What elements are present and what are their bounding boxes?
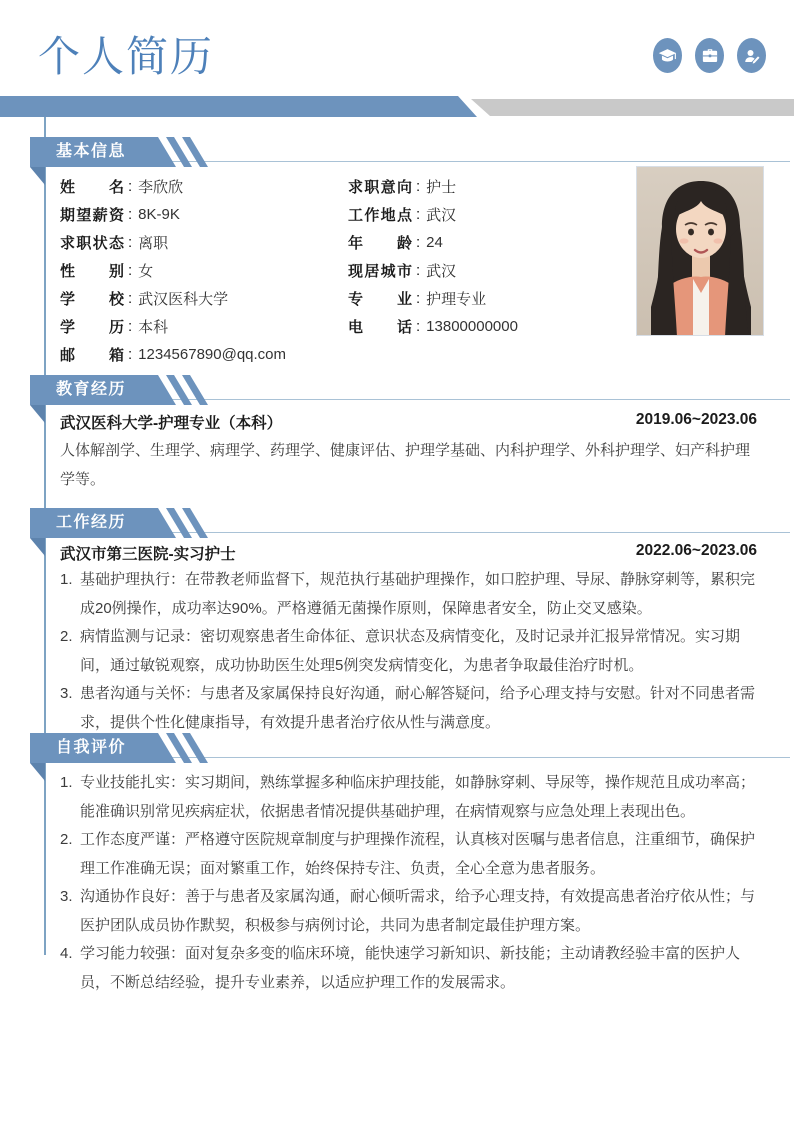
profile-photo	[636, 166, 764, 336]
field-value: 离职	[138, 234, 169, 252]
item-text: 患者沟通与关怀：与患者及家属保持良好沟通，耐心解答疑问，给予心理支持与安慰。针对不同患者需求，提供个性化健康指导，有效提升患者治疗依从性与满意度。	[80, 685, 756, 731]
basic-info-right-column	[348, 172, 618, 340]
field-value: 本科	[138, 318, 169, 336]
field-value: 1234567890@qq.com	[138, 345, 287, 363]
colon: :	[416, 289, 421, 307]
field-job-status	[60, 228, 345, 256]
field-label: 工作地点	[348, 206, 412, 224]
field-label: 电话	[348, 318, 412, 336]
self-evaluation-item	[60, 769, 757, 826]
education-entry-header	[60, 411, 757, 433]
colon: :	[128, 177, 133, 195]
field-age	[348, 228, 618, 256]
item-number: 2.	[60, 628, 73, 645]
section-header-basic-info	[30, 137, 212, 167]
field-label: 姓名	[60, 178, 124, 196]
work-item	[60, 680, 757, 737]
item-text: 沟通协作良好：善于与患者及家属沟通，耐心倾听需求，给予心理支持，有效提高患者治疗依从性；与医护团队成员协作默契，积极参与病例讨论，共同为患者制定最佳护理方案。	[80, 888, 756, 934]
section-work-experience	[0, 508, 794, 733]
item-text: 基础护理执行：在带教老师监督下，规范执行基础护理操作，如口腔护理、导尿、静脉穿刺等，累积完成20例操作，成功率达90%。严格遵循无菌操作原则，保障患者安全，防止交叉感染。	[80, 571, 756, 617]
field-label: 年龄	[348, 234, 412, 252]
colon: :	[416, 205, 421, 223]
section-header-self-evaluation	[30, 733, 212, 763]
section-self-evaluation	[0, 733, 794, 991]
self-evaluation-item	[60, 940, 757, 997]
field-label: 求职意向	[348, 178, 412, 196]
ribbon-fold	[30, 538, 45, 556]
field-phone	[348, 312, 618, 340]
colon: :	[128, 233, 133, 251]
field-value: 护士	[426, 178, 457, 196]
field-label: 求职状态	[60, 234, 124, 252]
colon: :	[416, 233, 421, 251]
field-label: 现居城市	[348, 262, 412, 280]
field-value: 8K-9K	[138, 205, 180, 223]
field-value: 24	[426, 233, 443, 251]
field-job-intention	[348, 172, 618, 200]
colon: :	[416, 177, 421, 195]
field-value: 女	[138, 262, 154, 280]
field-school	[60, 284, 345, 312]
item-number: 1.	[60, 774, 73, 791]
self-evaluation-items	[60, 769, 757, 997]
item-number: 2.	[60, 831, 73, 848]
section-title: 基本信息	[56, 143, 127, 160]
colon: :	[416, 317, 421, 335]
ribbon-fold	[30, 167, 45, 185]
field-value: 李欣欣	[138, 178, 184, 196]
work-period: 2022.06~2023.06	[635, 542, 757, 559]
education-courses: 人体解剖学、生理学、病理学、药理学、健康评估、护理学基础、内科护理学、外科护理学、妇产科护理学等。	[60, 442, 751, 488]
page-title: 个人简历	[38, 33, 215, 80]
work-item	[60, 566, 757, 623]
work-employer: 武汉市第三医院-实习护士	[60, 546, 236, 563]
field-value: 13800000000	[426, 317, 518, 335]
section-title: 自我评价	[56, 739, 127, 756]
section-education	[0, 375, 794, 505]
field-value: 护理专业	[426, 290, 487, 308]
item-number: 4.	[60, 945, 73, 962]
section-basic-info	[0, 137, 794, 375]
item-text: 专业技能扎实：实习期间，熟练掌握多种临床护理技能，如静脉穿刺、导尿等，操作规范且成功率高；能准确识别常见疾病症状，依据患者情况提供基础护理，在病情观察与应急处理上表现出色。	[80, 774, 756, 820]
field-major	[348, 284, 618, 312]
person-signing-icon	[737, 38, 766, 73]
field-value: 武汉	[426, 262, 457, 280]
field-expected-salary	[60, 200, 345, 228]
item-number: 3.	[60, 888, 73, 905]
item-number: 3.	[60, 685, 73, 702]
briefcase-icon	[695, 38, 724, 73]
field-label: 学校	[60, 290, 124, 308]
education-period: 2019.06~2023.06	[635, 411, 757, 428]
graduation-cap-icon	[653, 38, 682, 73]
section-title: 工作经历	[56, 514, 127, 531]
field-degree	[60, 312, 345, 340]
colon: :	[128, 205, 133, 223]
section-header-education	[30, 375, 212, 405]
header-icons	[653, 38, 766, 73]
banner-gray-stripe	[471, 99, 794, 116]
colon: :	[128, 261, 133, 279]
field-label: 邮箱	[60, 346, 124, 364]
education-school: 武汉医科大学-护理专业（本科）	[60, 415, 283, 432]
ribbon-fold	[30, 405, 45, 423]
colon: :	[416, 261, 421, 279]
field-value: 武汉医科大学	[138, 290, 229, 308]
colon: :	[128, 317, 133, 335]
item-text: 病情监测与记录：密切观察患者生命体征、意识状态及病情变化，及时记录并汇报异常情况。实习期间，通过敏锐观察，成功协助医生处理5例突发病情变化，为患者争取最佳治疗时机。	[80, 628, 741, 674]
field-label: 专业	[348, 290, 412, 308]
colon: :	[128, 345, 133, 363]
field-email	[60, 340, 345, 368]
field-label: 期望薪资	[60, 206, 124, 224]
field-current-city	[348, 256, 618, 284]
item-text: 学习能力较强：面对复杂多变的临床环境，能快速学习新知识、新技能；主动请教经验丰富的医护人员，不断总结经验，提升专业素养，以适应护理工作的发展需求。	[80, 945, 741, 991]
field-gender	[60, 256, 345, 284]
field-work-location	[348, 200, 618, 228]
section-header-work	[30, 508, 212, 538]
self-evaluation-item	[60, 883, 757, 940]
work-items	[60, 566, 757, 737]
field-label: 学历	[60, 318, 124, 336]
field-name	[60, 172, 345, 200]
field-label: 性别	[60, 262, 124, 280]
field-value: 武汉	[426, 206, 457, 224]
basic-info-left-column	[60, 172, 345, 368]
section-title: 教育经历	[56, 381, 127, 398]
colon: :	[128, 289, 133, 307]
work-entry-header	[60, 542, 757, 564]
item-number: 1.	[60, 571, 73, 588]
ribbon-fold	[30, 763, 45, 781]
work-item	[60, 623, 757, 680]
banner-blue-stripe	[0, 96, 477, 117]
item-text: 工作态度严谨：严格遵守医院规章制度与护理操作流程，认真核对医嘱与患者信息，注重细节，确保护理工作准确无误；面对繁重工作，始终保持专注、负责，全心全意为患者服务。	[80, 831, 756, 877]
self-evaluation-item	[60, 826, 757, 883]
